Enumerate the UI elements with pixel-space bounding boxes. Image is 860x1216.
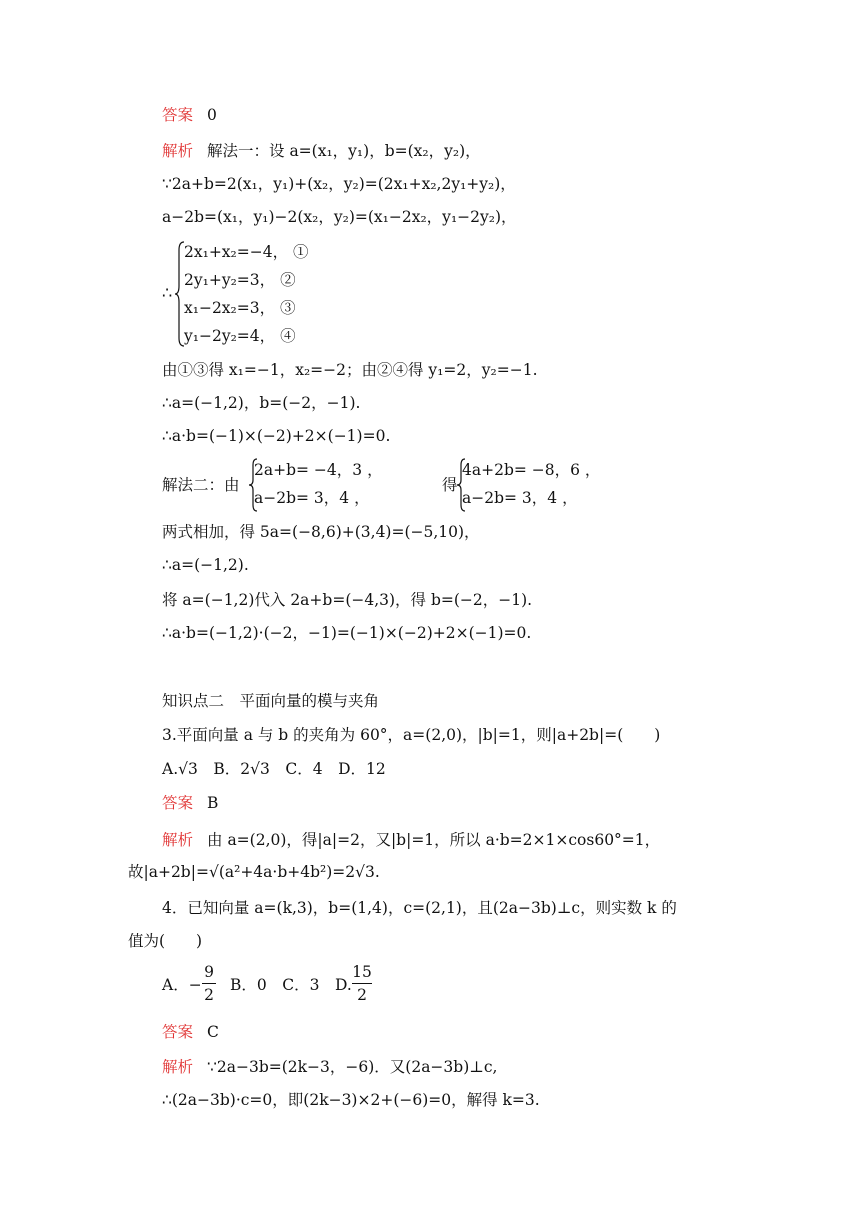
answer-label: 答案 bbox=[162, 794, 194, 812]
analysis-label: 解析 bbox=[162, 831, 194, 849]
fraction-nine-halves bbox=[202, 962, 216, 1005]
equation-3: x₁−2x₂=3， ③ bbox=[184, 299, 296, 317]
method-two-eq-1: 2a+b= −4，3 ， bbox=[254, 461, 383, 479]
answer-label: 答案 bbox=[162, 106, 194, 124]
fraction-denominator: 2 bbox=[204, 986, 214, 1004]
question-3-options: A.√3 B．2√3 C．4 D．12 bbox=[162, 760, 386, 778]
fraction-bar bbox=[352, 983, 372, 984]
question-4-analysis bbox=[162, 1052, 497, 1082]
question-3-stem: 3.平面向量 a 与 b 的夹角为 60°，a=(2,0)，|b|=1，则|a+2b|=( ) bbox=[162, 726, 661, 744]
analysis-line-8: ∴a=(−1,2). bbox=[162, 556, 249, 574]
equation-2: 2y₁+y₂=3， ② bbox=[184, 271, 296, 289]
answer-value: C bbox=[207, 1023, 219, 1041]
fraction-numerator: 15 bbox=[352, 963, 372, 981]
option-middle: B．0 C．3 D. bbox=[230, 976, 352, 994]
question-3-answer bbox=[162, 788, 218, 818]
analysis-label: 解析 bbox=[162, 142, 194, 160]
analysis-line-9: 将 a=(−1,2)代入 2a+b=(−4,3)，得 b=(−2，−1). bbox=[162, 591, 533, 609]
question-3-analysis-2: 故|a+2b|=√(a²+4a·b+4b²)=2√3. bbox=[128, 863, 380, 881]
equation-1: 2x₁+x₂=−4， ① bbox=[184, 243, 309, 261]
analysis-line-3: a−2b=(x₁，y₁)−2(x₂，y₂)=(x₁−2x₂，y₁−2y₂)， bbox=[162, 208, 517, 226]
answer-line-1 bbox=[162, 100, 217, 130]
method-two-eq-3: 4a+2b= −8，6 ， bbox=[462, 461, 601, 479]
fraction-denominator: 2 bbox=[357, 986, 367, 1004]
analysis-text: 由 a=(2,0)，得|a|=2，又|b|=1，所以 a·b=2×1×cos60°=1， bbox=[207, 831, 661, 849]
method-two-systems bbox=[162, 456, 682, 514]
question-4-stem-2: 值为( ) bbox=[128, 932, 203, 950]
question-4-stem-1: 4．已知向量 a=(k,3)，b=(1,4)，c=(2,1)，且(2a−3b)⊥c，则实数 k 的 bbox=[162, 899, 677, 917]
analysis-text: ∵2a−3b=(2k−3，−6)．又(2a−3b)⊥c, bbox=[207, 1058, 498, 1076]
question-4-answer bbox=[162, 1017, 219, 1047]
analysis-line-4: 由①③得 x₁=−1，x₂=−2；由②④得 y₁=2，y₂=−1. bbox=[162, 361, 538, 379]
therefore-symbol: ∴ bbox=[162, 283, 173, 302]
equation-4: y₁−2y₂=4， ④ bbox=[184, 327, 296, 345]
fraction-bar bbox=[202, 983, 216, 984]
answer-label: 答案 bbox=[162, 1023, 194, 1041]
analysis-line-10: ∴a·b=(−1,2)·(−2，−1)=(−1)×(−2)+2×(−1)=0. bbox=[162, 624, 532, 642]
method-two-eq-2: a−2b= 3，4 ， bbox=[254, 489, 370, 507]
fraction-fifteen-halves bbox=[352, 962, 372, 1005]
option-a-prefix: A．− bbox=[162, 976, 202, 994]
answer-value: B bbox=[207, 794, 219, 812]
analysis-line-5: ∴a=(−1,2)，b=(−2，−1). bbox=[162, 394, 361, 412]
analysis-label: 解析 bbox=[162, 1058, 194, 1076]
analysis-line-2: ∵2a+b=2(x₁，y₁)+(x₂，y₂)=(2x₁+x₂,2y₁+y₂)， bbox=[162, 175, 516, 193]
analysis-line-6: ∴a·b=(−1)×(−2)+2×(−1)=0. bbox=[162, 427, 391, 445]
analysis-line-7: 两式相加，得 5a=(−8,6)+(3,4)=(−5,10)， bbox=[162, 523, 480, 541]
analysis-line-1 bbox=[162, 136, 481, 166]
question-4-analysis-2: ∴(2a−3b)·c=0，即(2k−3)×2+(−6)=0，解得 k=3. bbox=[162, 1091, 540, 1109]
answer-value: 0 bbox=[207, 106, 217, 124]
section-title: 知识点二 平面向量的模与夹角 bbox=[162, 692, 380, 710]
equation-system bbox=[162, 238, 462, 350]
method-two-eq-4: a−2b= 3，4 ， bbox=[462, 489, 578, 507]
question-4-options bbox=[162, 960, 462, 1010]
fraction-numerator: 9 bbox=[204, 963, 214, 981]
question-3-analysis bbox=[162, 825, 660, 855]
method-two-mid: 得 bbox=[442, 476, 458, 494]
analysis-text: 解法一：设 a=(x₁，y₁)，b=(x₂，y₂)， bbox=[207, 142, 481, 160]
method-two-prefix: 解法二：由 bbox=[162, 476, 240, 494]
